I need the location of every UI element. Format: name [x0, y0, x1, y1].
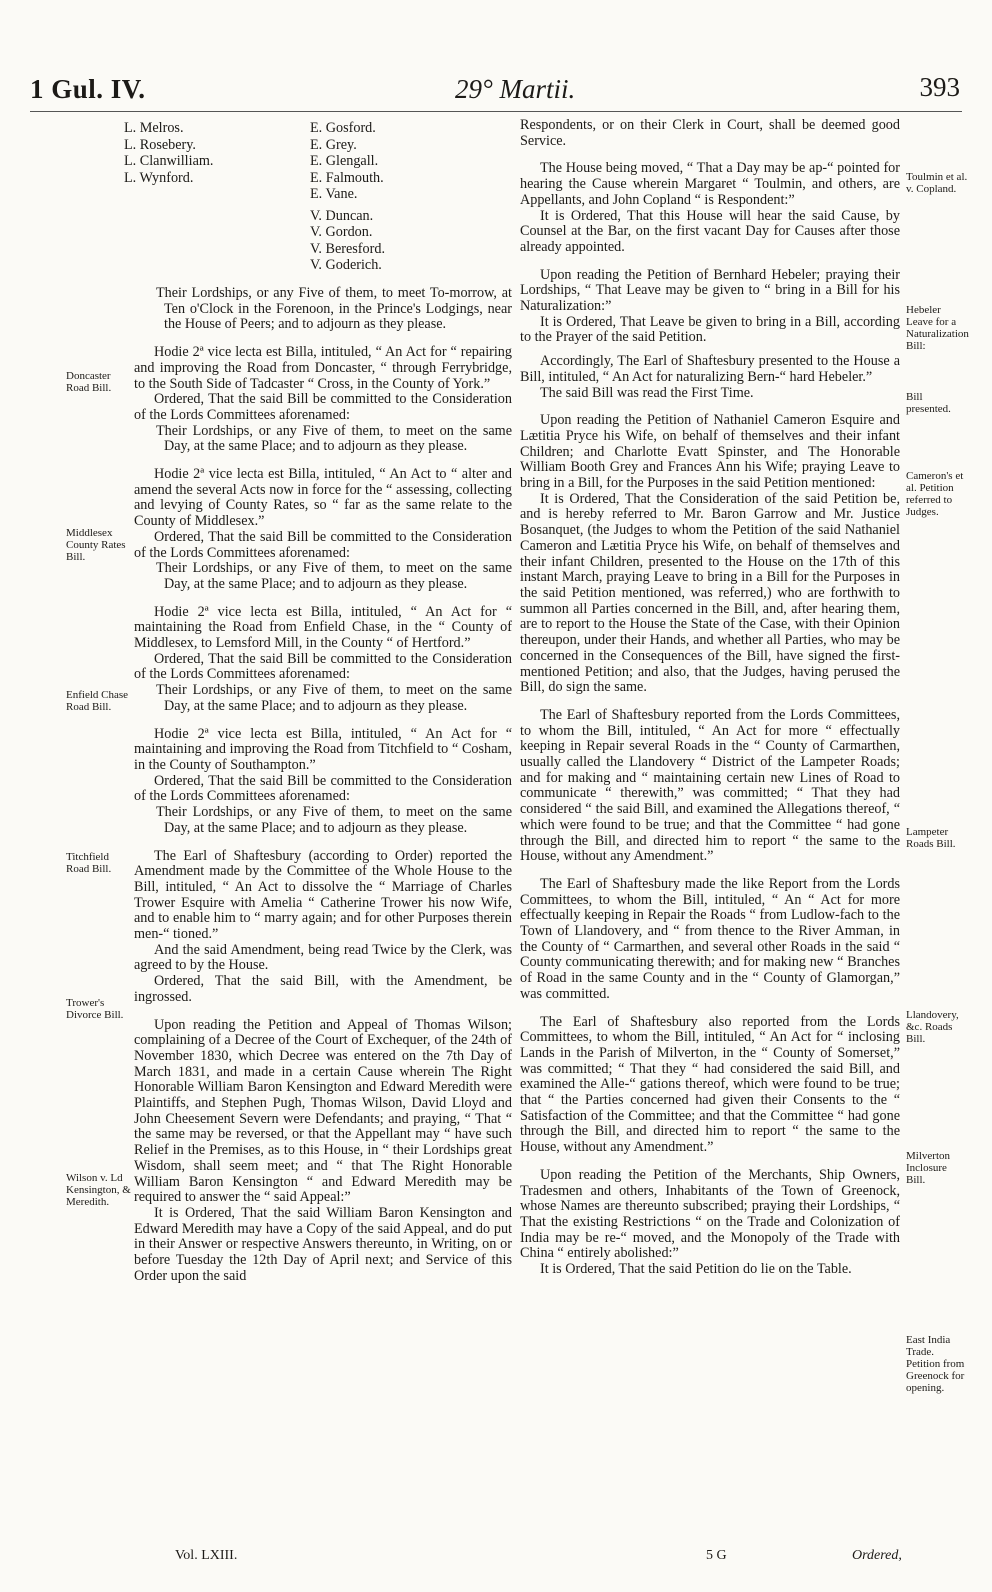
milverton-report: The Earl of Shaftesbury also reported from the Lords Committees, to whom the Bill, intituled, “ An Act for “ inclosing Lands in the Parish of Milverton, in the “ County of Somerset,” was committed; “ That they “ had considered the said Bill, and examined the Alle-“ gations thereof, which were found to be true; that “ the Parties concerned had given their Consents to the “ Satisfaction of the Committee; and that the Committee “ had gone through the Bill, and directed him to report “ the same to the House, without any Amendment.” — [520, 1013, 900, 1156]
enfield-order: Ordered, That the said Bill be committed to the Consideration of the Lords Committees aforenamed: — [134, 650, 512, 683]
margin-note-cameron: Cameron's et al. Petition referred to Judges. — [906, 470, 964, 518]
margin-note-doncaster: Doncaster Road Bill. — [66, 370, 112, 394]
lord-name: E. Grey. — [310, 136, 357, 153]
running-header — [0, 70, 992, 110]
margin-note-bill-presented: Bill presented. — [906, 391, 951, 415]
margin-note-wilson: Wilson v. Ld Kensington, & Meredith. — [66, 1172, 131, 1208]
lord-name: E. Vane. — [310, 186, 358, 202]
hebeler-order: It is Ordered, That Leave be given to bring in a Bill, according to the Prayer of the said Petition. — [520, 313, 900, 346]
trower-report: The Earl of Shaftesbury (according to Order) reported the Amendment made by the Committee of the Whole House to the Bill, intituled, “ An Act to dissolve the “ Marriage of Charles Trower Esquire with Amelia “ Catherine Trower his now Wife, and to enable him to “ marry again; and for other Purposes therein men-“ tioned.” — [134, 847, 512, 943]
meeting-instruction: Their Lordships, or any Five of them, to meet To-morrow, at Ten o'Clock in the Forenoon, in the Prince's Lodgings, near the House of Peers; and to adjourn as they please. — [156, 285, 512, 333]
middlesex-meeting: Their Lordships, or any Five of them, to meet on the same Day, at the same Place; and to adjourn as they please. — [156, 560, 512, 592]
bill-presented: Accordingly, The Earl of Shaftesbury presented to the House a Bill, intituled, “ An Act for naturalizing Bern-“ hard Hebeler.” — [520, 353, 900, 385]
titchfield-meeting: Their Lordships, or any Five of them, to meet on the same Day, at the same Place; and to adjourn as they please. — [156, 804, 512, 836]
lord-name: E. Glengall. — [310, 153, 379, 169]
margin-note-middlesex: Middlesex County Rates Bill. — [66, 527, 126, 563]
toulmin-motion: The House being moved, “ That a Day may be ap-“ pointed for hearing the Cause wherein Margaret “ Toulmin, and others, are Appellants, and John Copland “ is Respondent:” — [520, 160, 900, 208]
llandovery-report: The Earl of Shaftesbury made the like Report from the Lords Committees, to whom the Bill, intituled, “ An “ Act for more effectually keeping in Repair the Roads “ from Ludlow-fach to the Town of Llandovery, and “ from thence to the River Amman, in the County of “ Carmarthen, and several other Roads in the said “ County communicating therewith; and for making new “ Branches of Road in the same County and in the “ County of Glamorgan,” was committed. — [520, 875, 900, 1002]
respondents-continuation: Respondents, or on their Clerk in Court, shall be deemed good Service. — [520, 117, 900, 149]
greenock-petition: Upon reading the Petition of the Merchants, Ship Owners, Tradesmen and others, Inhabitants of the Town of Greenock, whose Names are thereunto subscribed; praying their Lordships, “ That the existing Restrictions “ on the Trade and Colonization of India may be re-“ moved, and the Monopoly of the Trade with China “ entirely abolished:” — [520, 1166, 900, 1262]
doncaster-meeting: Their Lordships, or any Five of them, to meet on the same Day, at the same Place; and to adjourn as they please. — [156, 422, 512, 455]
header-rule — [30, 111, 962, 112]
margin-note-milverton: Milverton Inclosure Bill. — [906, 1150, 950, 1186]
toulmin-order: It is Ordered, That this House will hear the said Cause, by Counsel at the Bar, on the first vacant Day for Causes after those already appointed. — [520, 207, 900, 255]
middlesex-order: Ordered, That the said Bill be committed to the Consideration of the Lords Committees aforenamed: — [134, 528, 512, 561]
margin-note-trower: Trower's Divorce Bill. — [66, 997, 124, 1021]
bill-first-reading: The said Bill was read the First Time. — [540, 384, 754, 401]
margin-note-toulmin: Toulmin et al. v. Copland. — [906, 171, 968, 195]
lord-name: L. Clanwilliam. — [124, 153, 214, 169]
lord-name: E. Gosford. — [310, 120, 376, 136]
doncaster-reading: Hodie 2ª vice lecta est Billa, intituled, “ An Act for “ repairing and improving the Road from Doncaster, “ through Ferrybridge, to the South Side of Tadcaster “ Cross, in the County of York.” — [134, 344, 512, 392]
signature-mark: 5 G — [706, 1548, 727, 1563]
lord-name: V. Duncan. — [310, 207, 374, 224]
margin-note-titchfield: Titchfield Road Bill. — [66, 851, 112, 875]
page-number: 393 — [919, 72, 960, 102]
header-date: 29° Martii. — [455, 74, 576, 104]
enfield-reading: Hodie 2ª vice lecta est Billa, intituled, “ An Act for “ maintaining the Road from Enfield Chase, in the “ County of Middlesex, to Lemsford Mill, in the County “ of Hertford.” — [134, 603, 512, 652]
titchfield-order: Ordered, That the said Bill be committed to the Consideration of the Lords Committees aforenamed: — [134, 772, 512, 805]
margin-note-hebeler: Hebeler Leave for a Naturalization Bill: — [906, 304, 969, 352]
lord-name: E. Falmouth. — [310, 169, 384, 186]
doncaster-order: Ordered, That the said Bill be committed to the Consideration of the Lords Committees aforenamed: — [134, 391, 512, 423]
trower-agreed: And the said Amendment, being read Twice by the Clerk, was agreed to by the House. — [134, 941, 512, 974]
wilson-petition: Upon reading the Petition and Appeal of Thomas Wilson; complaining of a Decree of the Court of Exchequer, of the 24th of November 1830, which Decree was entered on the 7th Day of March 1831, and made in a certain Cause wherein The Right Honorable William Baron Kensington and Edward Meredith were Plaintiffs, and Stephen Pugh, Thomas Wilson, David Lloyd and John Cheesement Severn were Defendants; and praying, “ That “ the same may be reversed, or that the Appellant may “ have such Relief in the Premises, as to this House, in “ their Lordships great Wisdom, shall seem meet; and “ that The Right Honorable William Baron Kensington “ and Edward Meredith may be required to answer the “ said Appeal:” — [134, 1016, 512, 1206]
lord-name: V. Gordon. — [310, 224, 373, 240]
committee-lords-list — [124, 118, 512, 286]
lord-name: V. Goderich. — [310, 257, 382, 273]
catchword: Ordered, — [852, 1548, 902, 1563]
greenock-order: It is Ordered, That the said Petition do lie on the Table. — [540, 1261, 852, 1278]
titchfield-reading: Hodie 2ª vice lecta est Billa, intituled, “ An Act for “ maintaining and improving the Road from Titchfield to “ Cosham, in the County of Southampton.” — [134, 725, 512, 773]
lampeter-report: The Earl of Shaftesbury reported from the Lords Committees, to whom the Bill, intituled, “ An Act for more “ effectually keeping in Repair several Roads in the “ County of Carmarthen, usually called the Llandovery “ District of the Lampeter Roads; and for making and “ maintaining certain new Lines of Road to communicate “ therewith,” was committed; “ That they had considered “ the said Bill, and examined the Allegations thereof, “ which were found to be true; and that the Committee “ had gone through the Bill, and directed him to report “ the same to the House, without any Amendment.” — [520, 706, 900, 865]
lords-list-first — [124, 120, 213, 186]
volume-number: Vol. LXIII. — [175, 1548, 238, 1563]
margin-note-greenock: East India Trade. Petition from Greenock for opening. — [906, 1334, 965, 1394]
header-regnal-year: 1 Gul. IV. — [30, 74, 146, 104]
middlesex-reading: Hodie 2ª vice lecta est Billa, intituled, “ An Act to “ alter and amend the several Acts now in force for the “ assessing, collecting and levying of County Rates, so “ far as the same relate to the County of Middlesex.” — [134, 466, 512, 530]
cameron-order: It is Ordered, That the Consideration of the said Petition be, and is hereby referred to Mr. Baron Garrow and Mr. Justice Bosanquet, (the Judges to whom the Petition of the said Nathaniel Cameron and Lætitia Pryce his Wife, on behalf of themselves and their infant Children, presented to the House on the 17th of this instant March, praying Leave to bring in a Bill for the Purposes in the said Petition mentioned, was referred,) who are forthwith to summon all Parties concerned in the Bill, and, after hearing them, are to report to the House the State of the Case, with their Opinion thereupon, under their Hands, and whether all Parties, who may be concerned in the Consequences of the Bill, have signed the first-mentioned Petition; and also, that the Judges, having perused the Bill, do sign the same. — [520, 490, 900, 696]
margin-note-lampeter: Lampeter Roads Bill. — [906, 826, 956, 850]
trower-ingrossed: Ordered, That the said Bill, with the Amendment, be ingrossed. — [134, 973, 512, 1005]
lord-name: L. Rosebery. — [124, 136, 196, 153]
lord-name: V. Beresford. — [310, 240, 385, 257]
right-column — [520, 118, 900, 1278]
left-column — [124, 118, 512, 1284]
hebeler-petition: Upon reading the Petition of Bernhard Hebeler; praying their Lordships, “ That Leave may be given to “ bring in a Bill for his Naturalization:” — [520, 266, 900, 315]
enfield-meeting: Their Lordships, or any Five of them, to meet on the same Day, at the same Place; and to adjourn as they please. — [156, 682, 512, 714]
margin-note-llandovery: Llandovery, &c. Roads Bill. — [906, 1009, 959, 1045]
lord-name: L. Melros. — [124, 120, 184, 136]
lord-name: L. Wynford. — [124, 169, 194, 186]
lords-list-second — [310, 120, 385, 274]
margin-note-enfield: Enfield Chase Road Bill. — [66, 689, 129, 713]
wilson-order: It is Ordered, That the said William Baron Kensington and Edward Meredith may have a Copy of the said Appeal, and do put in their Answer or respective Answers thereunto, in Writing, on or before Tuesday the 12th Day of April next; and Service of this Order upon the said — [134, 1204, 512, 1284]
cameron-petition: Upon reading the Petition of Nathaniel Cameron Esquire and Lætitia Pryce his Wife, on behalf of themselves and their infant Children; and Charlotte Evatt Spinster, and The Honorable William Booth Grey and Frances Ann his Wife; praying Leave to bring in a Bill, for the Purposes in the said Petition mentioned: — [520, 412, 900, 492]
